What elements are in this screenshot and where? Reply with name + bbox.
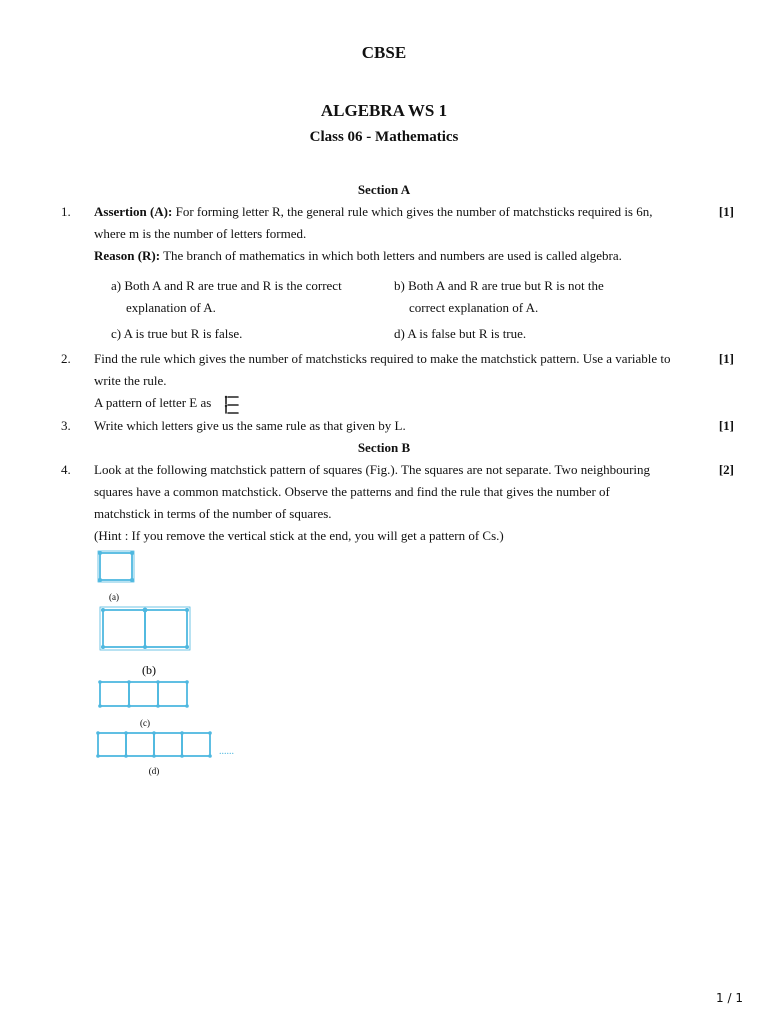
page-number: 1 / 1 (716, 991, 743, 1005)
section-b-heading: Section B (357, 440, 411, 455)
q3-marks: [1] (718, 418, 734, 433)
q1-assertion-cont: where m is the number of letters formed. (94, 226, 307, 241)
q1-option-a-line2: explanation of A. (126, 300, 216, 315)
q2-line1: Find the rule which gives the number of matchsticks required to make the matchstick pattern. Use a variable to (94, 351, 671, 366)
q1-assertion-label: Assertion (A): (94, 204, 173, 219)
pattern-c-joints (98, 680, 189, 708)
pattern-b (100, 607, 190, 650)
q1-option-b-line1: b) Both A and R are true but R is not the (394, 278, 604, 293)
pattern-d (98, 733, 210, 756)
q2-number: 2. (61, 351, 71, 366)
q3-text: Write which letters give us the same rule as that given by L. (94, 418, 406, 433)
q4-number: 4. (61, 462, 71, 477)
caption-d: (d) (148, 766, 160, 776)
q4-line1: Look at the following matchstick pattern of squares (Fig.). The squares are not separate. Two neighbouring (94, 462, 651, 477)
q1-option-a (111, 275, 381, 319)
q4-line3: matchstick in terms of the number of squares. (94, 506, 332, 521)
pattern-c (100, 682, 187, 706)
q2-marks: [1] (718, 351, 734, 366)
matchstick-squares-figure (94, 546, 244, 780)
caption-b: (b) (142, 663, 156, 677)
section-a-heading: Section A (357, 182, 411, 197)
board-title: CBSE (361, 43, 407, 62)
q1-option-b (394, 275, 674, 319)
q1-reason-label: Reason (R): (94, 248, 161, 263)
caption-c: (c) (140, 718, 150, 728)
caption-a: (a) (109, 592, 119, 602)
class-subtitle: Class 06 - Mathematics (309, 129, 459, 145)
q1-option-b-line2: correct explanation of A. (409, 300, 539, 315)
q2-line3: A pattern of letter E as (94, 395, 212, 410)
q4-marks: [2] (718, 462, 734, 477)
q4-text (94, 459, 704, 547)
letter-e-pattern-icon (222, 395, 240, 415)
q1-option-d: d) A is false but R is true. (394, 326, 527, 341)
q1-option-c: c) A is true but R is false. (111, 326, 243, 341)
q3-number: 3. (61, 418, 71, 433)
q4-hint: (Hint : If you remove the vertical stick at the end, you will get a pattern of Cs.) (94, 528, 504, 543)
q1-reason-text: The branch of mathematics in which both letters and numbers are used is called algebra. (163, 248, 622, 263)
q1-number: 1. (61, 204, 71, 219)
worksheet-title: ALGEBRA WS 1 (320, 101, 448, 120)
pattern-a-joints (98, 551, 134, 582)
q1-reason (94, 245, 704, 267)
q2-line2: write the rule. (94, 373, 167, 388)
pattern-a (98, 551, 134, 582)
q1-assertion-text: For forming letter R, the general rule which gives the number of matchsticks required is 6n, (175, 204, 653, 219)
q1-option-a-line1: a) Both A and R are true and R is the correct (111, 278, 342, 293)
q1-marks: [1] (718, 204, 734, 219)
pattern-d-continuation: ...... (219, 746, 234, 757)
q2-text (94, 348, 704, 414)
q4-line2: squares have a common matchstick. Observe the patterns and find the rule that gives the number of (94, 484, 610, 499)
q1-assertion (94, 201, 704, 245)
